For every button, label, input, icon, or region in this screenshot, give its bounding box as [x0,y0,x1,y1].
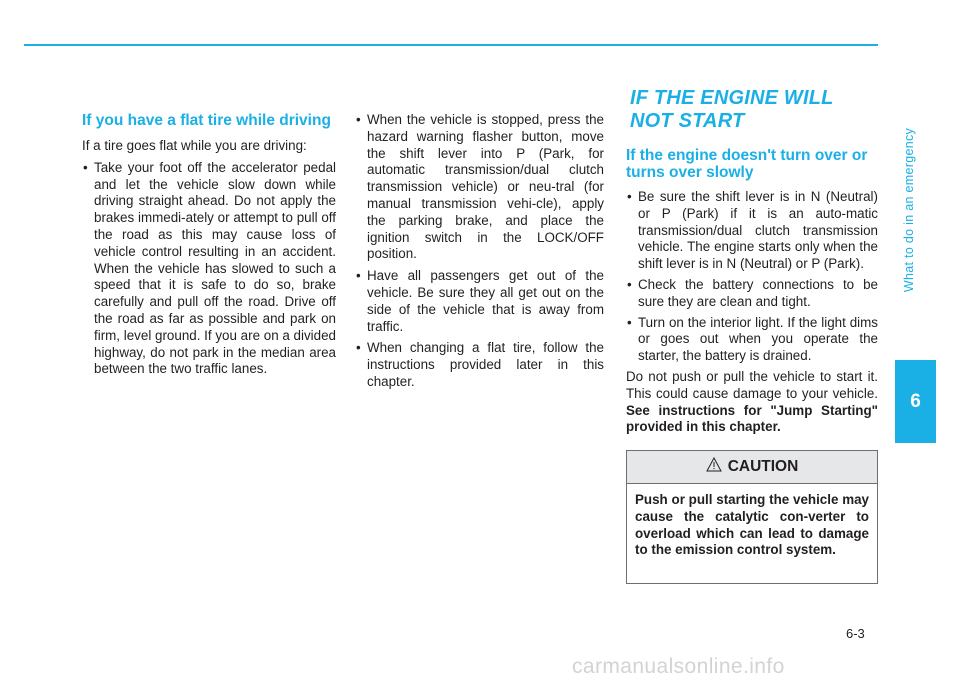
left-column [82,112,336,383]
list-item: • Turn on the interior light. If the light dims or goes out when you operate the starter, the battery is drained. [626,315,878,365]
caution-text: Push or pull starting the vehicle may cause the catalytic con-verter to overload which can lead to damage to the emission control system. [635,492,869,558]
chapter-tab[interactable] [895,360,936,443]
flat-tire-list [82,160,336,378]
flat-tire-list-continued [355,112,604,391]
engine-list [626,189,878,365]
push-start-note [626,369,878,436]
warning-triangle-icon [706,457,722,477]
middle-column [355,112,604,396]
page-number: 6-3 [846,626,865,641]
chapter-title: What to do in an emergency [902,127,917,293]
chapter-side-label [898,60,920,360]
watermark: carmanualsonline.info [572,655,785,678]
section-title: IF THE ENGINE WILL NOT START [630,87,834,132]
chapter-number: 6 [910,390,921,412]
list-item: • Be sure the shift lever is in N (Neutral) or P (Park) if it is an auto-matic transmission/dual clutch transmission vehicle. The engine starts only when the shift lever is in N (Neutral) or P (Park). [626,189,878,273]
note-bold-text: See instructions for "Jump Starting" provided in this chapter. [626,402,878,435]
caution-label: CAUTION [727,458,799,475]
list-item: • Have all passengers get out of the vehicle. Be sure they all get out on the side of the vehicle that is away from traffic. [355,268,604,335]
list-item: • When the vehicle is stopped, press the hazard warning flasher button, move the shift lever into P (Park, for automatic transmission/dual clutch transmission vehicle) or neu-tral (for manual transmission vehi-cle), apply the parking brake, and place the ignition switch in the LOCK/OFF position. [355,112,604,263]
flat-tire-intro: If a tire goes flat while you are driving: [82,138,307,153]
list-item: • Take your foot off the accelerator pedal and let the vehicle slow down while driving straight ahead. Do not apply the brakes immedi-ately or attempt to pull off the road as this may cause loss of vehicle control resulting in an accident. When the vehicle has slowed to such a speed that it is safe to do so, brake carefully and pull off the road. Drive off the road as far as possible and park on firm, level ground. If you are on a divided highway, do not park in the median area between the two traffic lanes. [82,160,336,378]
top-rule [24,44,878,46]
list-item: • When changing a flat tire, follow the instructions provided later in this chapter. [355,340,604,390]
list-item: • Check the battery connections to be sure they are clean and tight. [626,277,878,311]
engine-heading: If the engine doesn't turn over or turns over slowly [626,147,868,181]
caution-header [627,451,877,484]
right-column [626,87,878,436]
note-text: Do not push or pull the vehicle to start it. This could cause damage to your vehicle. [626,368,878,401]
caution-box [626,450,878,584]
flat-tire-heading: If you have a flat tire while driving [82,112,331,129]
